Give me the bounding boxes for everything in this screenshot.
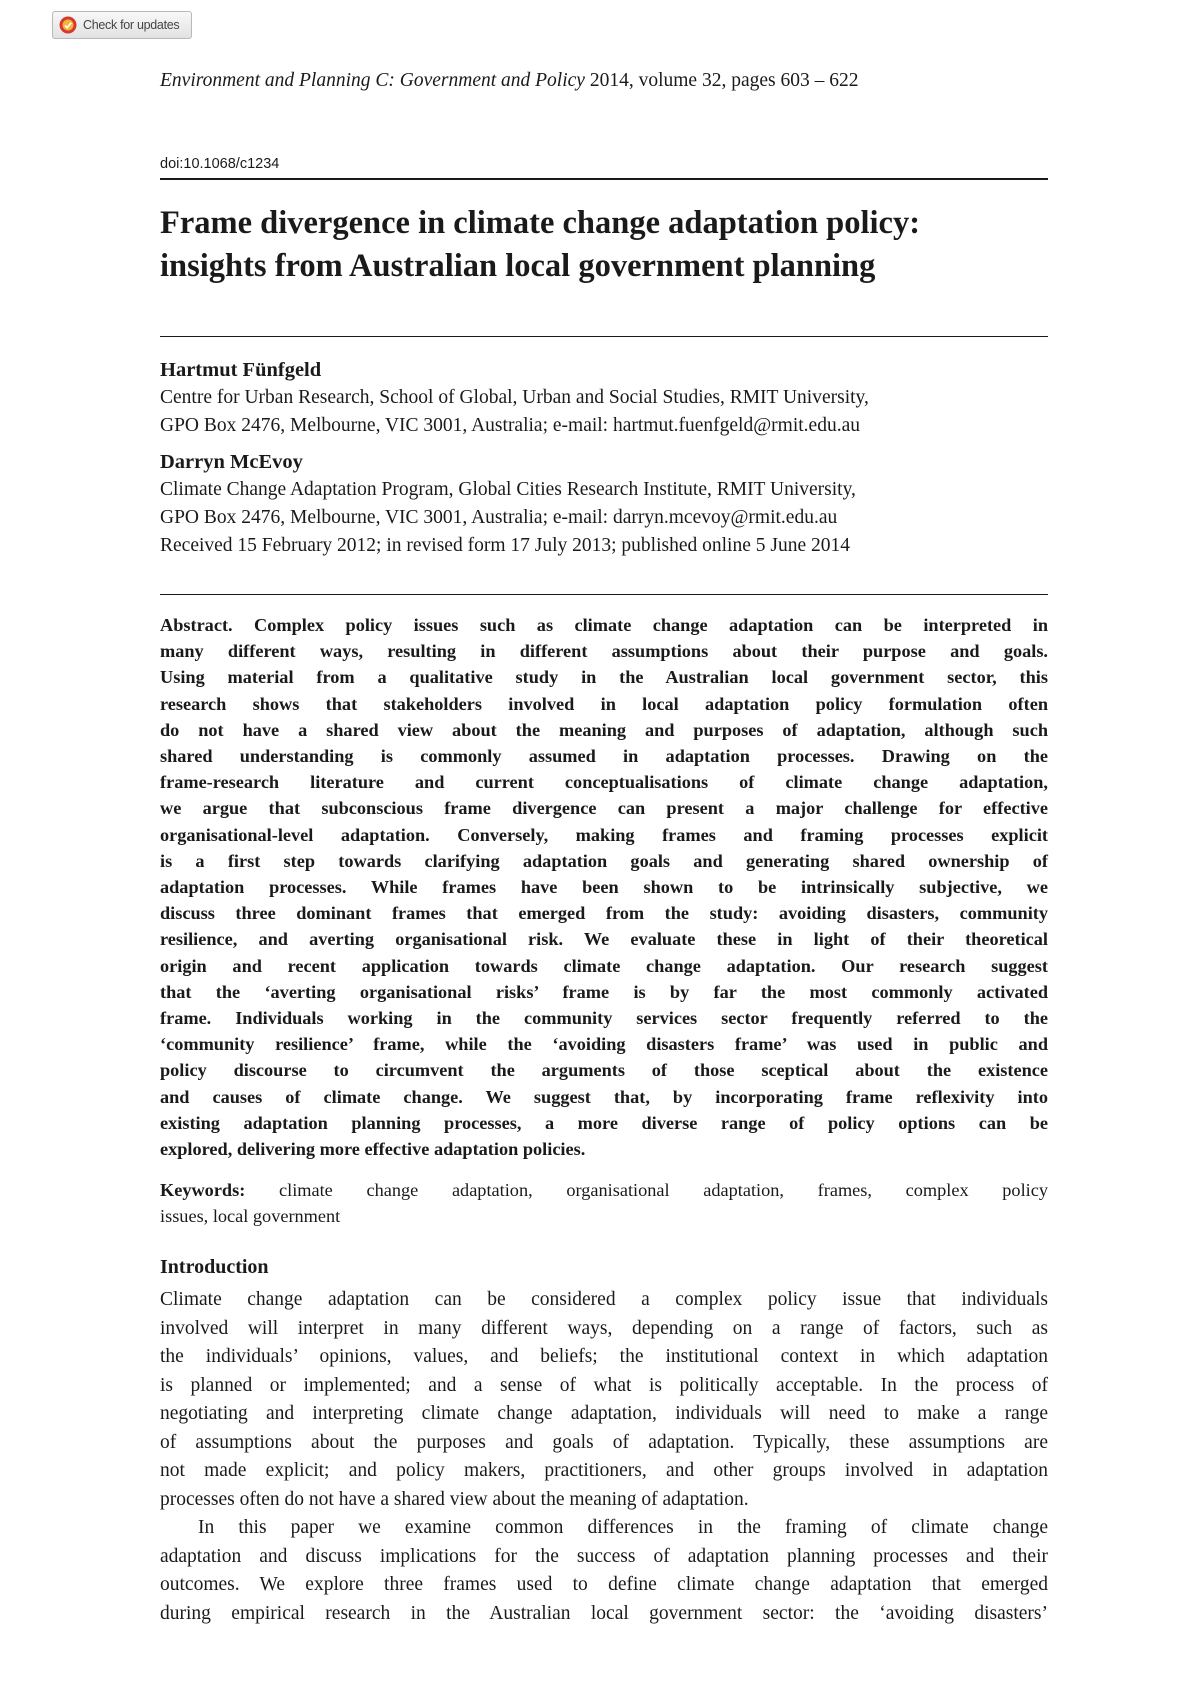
body-line: adaptation and discuss implications for the success of adaptation planning processes and their bbox=[160, 1545, 1048, 1567]
abstract-line: many different ways, resulting in different assumptions about their purpose and goals. bbox=[160, 641, 1048, 662]
abstract-line: existing adaptation planning processes, a more diverse range of policy options can be bbox=[160, 1112, 1048, 1133]
body-line: processes often do not have a shared view about the meaning of adaptation. bbox=[160, 1488, 749, 1510]
author-name: Darryn McEvoy bbox=[160, 451, 303, 473]
body-line: is planned or implemented; and a sense of what is politically acceptable. In the process of bbox=[160, 1374, 1048, 1396]
body-line: not made explicit; and policy makers, practitioners, and other groups involved in adaptation bbox=[160, 1460, 1048, 1481]
abstract-line: frame. Individuals working in the community services sector frequently referred to the bbox=[160, 1008, 1048, 1029]
journal-details: 2014, volume 32, pages 603 – 622 bbox=[584, 70, 859, 91]
check-for-updates-button[interactable] bbox=[52, 11, 192, 39]
affiliation-line: GPO Box 2476, Melbourne, VIC 3001, Australia; e-mail: darryn.mcevoy@rmit.edu.au bbox=[160, 507, 838, 528]
title-line: insights from Australian local government planning bbox=[160, 248, 876, 284]
section-heading-introduction: Introduction bbox=[160, 1256, 269, 1278]
body-line: the individuals’ opinions, values, and beliefs; the institutional context in which adaptation bbox=[160, 1346, 1048, 1367]
keywords bbox=[160, 1177, 1048, 1229]
body-line: outcomes. We explore three frames used to define climate change adaptation that emerged bbox=[160, 1574, 1048, 1595]
abstract-line: is a first step towards clarifying adaptation goals and generating shared ownership of bbox=[160, 850, 1048, 871]
author-name: Hartmut Fünfgeld bbox=[160, 359, 322, 381]
abstract-line: adaptation processes. While frames have been shown to be intrinsically subjective, we bbox=[160, 877, 1048, 898]
abstract-line: and causes of climate change. We suggest that, by incorporating frame reflexivity into bbox=[160, 1086, 1048, 1107]
keywords-label: Keywords: bbox=[160, 1180, 246, 1200]
abstract-line: that the ‘averting organisational risks’ frame is by far the most commonly activated bbox=[160, 981, 1048, 1002]
abstract-divider bbox=[160, 594, 1048, 595]
abstract-label: Abstract. bbox=[160, 615, 233, 635]
abstract-line: origin and recent application towards climate change adaptation. Our research suggest bbox=[160, 955, 1048, 976]
body-line: of assumptions about the purposes and goals of adaptation. Typically, these assumptions are bbox=[160, 1431, 1048, 1453]
abstract-line: research shows that stakeholders involved in local adaptation policy formulation often bbox=[160, 693, 1048, 714]
abstract-line: Using material from a qualitative study in the Australian local government sector, this bbox=[160, 667, 1048, 688]
author-block bbox=[160, 356, 1060, 560]
abstract-line: resilience, and averting organisational risk. We evaluate these in light of their theoretical bbox=[160, 929, 1048, 950]
abstract-line: ‘community resilience’ frame, while the ‘avoiding disasters frame’ was used in public and bbox=[160, 1034, 1048, 1055]
body-line: involved will interpret in many different ways, depending on a range of factors, such as bbox=[160, 1317, 1048, 1339]
author-affiliation bbox=[160, 384, 1060, 440]
abstract-line: organisational-level adaptation. Conversely, making frames and framing processes explicit bbox=[160, 824, 1048, 845]
body-line: during empirical research in the Australian local government sector: the ‘avoiding disasters’ bbox=[160, 1602, 1048, 1624]
title-line: Frame divergence in climate change adaptation policy: bbox=[160, 205, 921, 241]
journal-name: Environment and Planning C: Government and Policy bbox=[160, 70, 585, 91]
abstract-line: explored, delivering more effective adaptation policies. bbox=[160, 1139, 586, 1160]
affiliation-line: Centre for Urban Research, School of Global, Urban and Social Studies, RMIT University, bbox=[160, 387, 869, 408]
title-divider bbox=[160, 336, 1048, 337]
author-affiliation bbox=[160, 476, 1060, 532]
keywords-line: issues, local government bbox=[160, 1206, 341, 1227]
paper-title bbox=[160, 202, 1060, 288]
keywords-line: Keywords: climate change adaptation, organisational adaptation, frames, complex policy bbox=[160, 1180, 1048, 1200]
received-dates: Received 15 February 2012; in revised form 17 July 2013; published online 5 June 2014 bbox=[160, 535, 850, 556]
abstract-line: frame-research literature and current conceptualisations of climate change adaptation, bbox=[160, 772, 1048, 793]
journal-citation bbox=[160, 70, 858, 92]
affiliation-line: Climate Change Adaptation Program, Global Cities Research Institute, RMIT University, bbox=[160, 479, 856, 500]
abstract-line: Abstract. Complex policy issues such as climate change adaptation can be interpreted in bbox=[160, 615, 1048, 635]
affiliation-line: GPO Box 2476, Melbourne, VIC 3001, Australia; e-mail: hartmut.fuenfgeld@rmit.edu.au bbox=[160, 415, 860, 436]
abstract bbox=[160, 612, 1048, 1162]
check-for-updates-icon bbox=[58, 15, 78, 35]
abstract-line: do not have a shared view about the meaning and purposes of adaptation, although such bbox=[160, 719, 1048, 740]
abstract-line: we argue that subconscious frame divergence can present a major challenge for effective bbox=[160, 798, 1048, 819]
header-divider bbox=[160, 178, 1048, 180]
abstract-line: shared understanding is commonly assumed in adaptation processes. Drawing on the bbox=[160, 746, 1048, 767]
body-line: negotiating and interpreting climate change adaptation, individuals will need to make a range bbox=[160, 1403, 1048, 1424]
abstract-line: discuss three dominant frames that emerged from the study: avoiding disasters, community bbox=[160, 903, 1048, 924]
check-for-updates-label: Check for updates bbox=[83, 18, 180, 32]
abstract-line: policy discourse to circumvent the arguments of those sceptical about the existence bbox=[160, 1060, 1048, 1081]
introduction-body bbox=[160, 1286, 1048, 1628]
body-line: In this paper we examine common differences in the framing of climate change bbox=[198, 1517, 1048, 1538]
doi: doi:10.1068/c1234 bbox=[160, 156, 280, 172]
body-line: Climate change adaptation can be considered a complex policy issue that individuals bbox=[160, 1289, 1048, 1310]
